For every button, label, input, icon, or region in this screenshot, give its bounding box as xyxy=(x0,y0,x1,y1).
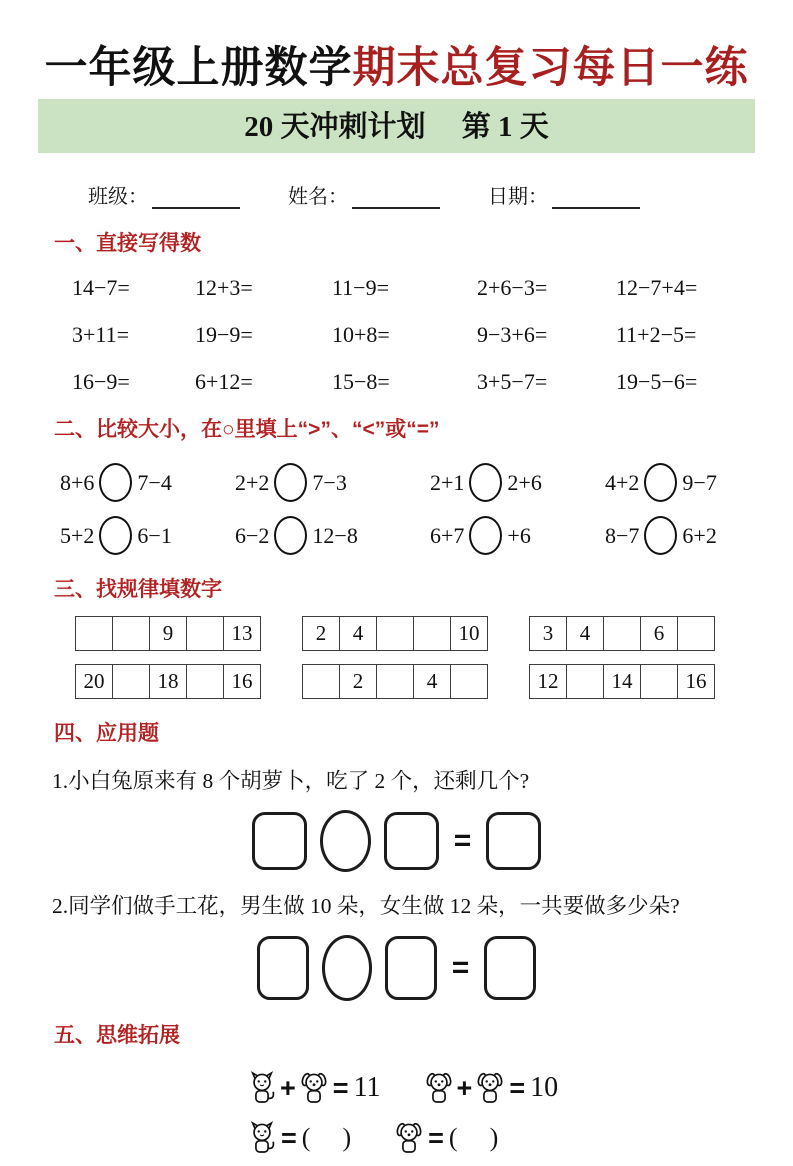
cat-answer xyxy=(248,1121,351,1155)
title-red-part: 期末总复习每日一练 xyxy=(352,45,749,92)
cat-icon xyxy=(248,1071,276,1105)
pattern-table xyxy=(529,616,715,651)
cmp-left: 2+2 xyxy=(235,469,270,495)
pattern-cell: 16 xyxy=(224,665,261,699)
cmp-left: 6+7 xyxy=(430,522,465,548)
answer-circle[interactable] xyxy=(644,516,677,555)
operator-circle[interactable] xyxy=(320,810,371,872)
sum-value: 11 xyxy=(353,1072,381,1104)
pattern-cell[interactable] xyxy=(377,665,414,699)
plus-sign: + xyxy=(280,1072,296,1103)
pattern-cell: 6 xyxy=(641,617,678,651)
dog-icon xyxy=(425,1071,453,1105)
page-title xyxy=(20,44,773,93)
dog-icon xyxy=(395,1121,423,1155)
date-label: 日期： xyxy=(488,186,548,209)
pattern-cell[interactable] xyxy=(641,665,678,699)
pattern-cell: 9 xyxy=(150,617,187,651)
answer-box[interactable] xyxy=(257,936,309,1000)
paren-close: ) xyxy=(342,1123,352,1153)
pattern-cell: 2 xyxy=(303,617,340,651)
date-blank[interactable] xyxy=(552,185,640,209)
pattern-cell[interactable] xyxy=(303,665,340,699)
paren-close: ) xyxy=(489,1123,499,1153)
equals-sign: = xyxy=(428,1122,444,1153)
arith-problem: 19−9= xyxy=(195,322,253,348)
arith-grid xyxy=(72,275,793,395)
cmp-left: 4+2 xyxy=(605,469,640,495)
title-black-part: 一年级上册数学 xyxy=(44,45,353,92)
pattern-table xyxy=(75,616,261,651)
answer-circle[interactable] xyxy=(99,516,132,555)
cmp-right: 7−3 xyxy=(312,469,347,495)
dog-icon xyxy=(476,1071,504,1105)
arith-problem: 9−3+6= xyxy=(477,322,548,348)
cmp-left: 5+2 xyxy=(60,522,95,548)
pattern-cell[interactable] xyxy=(604,617,641,651)
cmp-left: 6−2 xyxy=(235,522,270,548)
pattern-cell[interactable] xyxy=(76,617,113,651)
pattern-cell: 4 xyxy=(414,665,451,699)
name-blank[interactable] xyxy=(352,185,440,209)
answer-box[interactable] xyxy=(486,812,541,870)
paren-open: ( xyxy=(448,1123,458,1153)
pattern-tables-row2 xyxy=(75,664,793,699)
equals-sign: = xyxy=(509,1072,526,1103)
class-field xyxy=(88,180,240,209)
arith-problem: 14−7= xyxy=(72,275,130,301)
comparison-item xyxy=(235,516,430,555)
pattern-cell: 12 xyxy=(530,665,567,699)
pattern-cell[interactable] xyxy=(113,665,150,699)
pattern-cell: 10 xyxy=(451,617,488,651)
cmp-left: 8+6 xyxy=(60,469,95,495)
pattern-cell[interactable] xyxy=(414,617,451,651)
pattern-cell: 13 xyxy=(224,617,261,651)
date-field xyxy=(488,180,640,209)
pattern-table xyxy=(302,664,488,699)
dog-answer xyxy=(395,1121,498,1155)
pattern-cell: 18 xyxy=(150,665,187,699)
section3-heading: 三、找规律填数字 xyxy=(54,578,222,602)
section4-heading: 四、应用题 xyxy=(54,722,159,746)
class-blank[interactable] xyxy=(152,185,240,209)
answer-box[interactable] xyxy=(484,936,536,1000)
answer-circle[interactable] xyxy=(274,516,307,555)
class-label: 班级： xyxy=(88,186,148,209)
section2-heading: 二、比较大小，在○里填上“>”、“<”或“=” xyxy=(54,418,440,442)
riddle-block xyxy=(248,1071,793,1155)
cmp-right: 6−1 xyxy=(137,522,172,548)
cmp-right: +6 xyxy=(507,522,531,548)
pattern-cell: 4 xyxy=(340,617,377,651)
equals-sign: = xyxy=(453,824,472,858)
arith-problem: 10+8= xyxy=(332,322,390,348)
arith-problem: 12+3= xyxy=(195,275,253,301)
pattern-cell: 2 xyxy=(340,665,377,699)
answer-box[interactable] xyxy=(385,936,437,1000)
pattern-table xyxy=(302,616,488,651)
answer-circle[interactable] xyxy=(644,463,677,502)
cat-icon xyxy=(248,1121,276,1155)
dog-icon xyxy=(300,1071,328,1105)
pattern-cell[interactable] xyxy=(187,665,224,699)
answer-circle[interactable] xyxy=(469,463,502,502)
equation-cat-plus-dog xyxy=(248,1071,381,1105)
answer-box[interactable] xyxy=(384,812,439,870)
pattern-cell[interactable] xyxy=(678,617,715,651)
operator-circle[interactable] xyxy=(322,935,372,1001)
comparison-grid xyxy=(60,463,793,555)
equals-sign: = xyxy=(451,951,470,985)
arith-problem: 15−8= xyxy=(332,369,390,395)
paren-open: ( xyxy=(301,1123,311,1153)
answer-circle[interactable] xyxy=(274,463,307,502)
pattern-cell[interactable] xyxy=(377,617,414,651)
comparison-item xyxy=(605,516,793,555)
name-label: 姓名： xyxy=(288,186,348,209)
pattern-table xyxy=(529,664,715,699)
banner: 20 天冲刺计划 第 1 天 xyxy=(38,99,755,153)
arith-problem: 11−9= xyxy=(332,275,389,301)
sum-value: 10 xyxy=(530,1072,559,1104)
comparison-item xyxy=(235,463,430,502)
pattern-cell[interactable] xyxy=(113,617,150,651)
arith-problem: 16−9= xyxy=(72,369,130,395)
word-problem-1: 1.小白兔原来有 8 个胡萝卜，吃了 2 个，还剩几个? xyxy=(52,769,530,794)
cmp-right: 9−7 xyxy=(682,469,717,495)
cmp-right: 2+6 xyxy=(507,469,542,495)
pattern-cell: 3 xyxy=(530,617,567,651)
comparison-item xyxy=(60,463,235,502)
cmp-left: 2+1 xyxy=(430,469,465,495)
answer-circle[interactable] xyxy=(469,516,502,555)
animal-equation-row2 xyxy=(248,1121,793,1155)
arith-problem: 3+11= xyxy=(72,322,129,348)
arith-problem: 11+2−5= xyxy=(616,322,697,348)
pattern-cell: 4 xyxy=(567,617,604,651)
name-field xyxy=(288,180,440,209)
equation-shapes-1 xyxy=(0,810,793,872)
section1-heading: 一、直接写得数 xyxy=(54,232,201,256)
arith-problem: 12−7+4= xyxy=(616,275,698,301)
section5-heading: 五、思维拓展 xyxy=(54,1024,180,1048)
worksheet-page xyxy=(0,44,793,1166)
cmp-left: 8−7 xyxy=(605,522,640,548)
equals-sign: = xyxy=(332,1072,349,1103)
arith-problem: 19−5−6= xyxy=(616,369,698,395)
comparison-item xyxy=(605,463,793,502)
pattern-cell: 20 xyxy=(76,665,113,699)
arith-problem: 6+12= xyxy=(195,369,253,395)
arith-problem: 2+6−3= xyxy=(477,275,548,301)
equation-dog-plus-dog xyxy=(425,1071,559,1105)
pattern-cell: 14 xyxy=(604,665,641,699)
plus-sign: + xyxy=(456,1072,473,1103)
equals-sign: = xyxy=(281,1122,297,1153)
cmp-right: 7−4 xyxy=(137,469,172,495)
pattern-cell[interactable] xyxy=(451,665,488,699)
pattern-tables-row1 xyxy=(75,616,793,651)
comparison-item xyxy=(60,516,235,555)
pattern-cell[interactable] xyxy=(187,617,224,651)
arith-problem: 3+5−7= xyxy=(477,369,548,395)
comparison-item xyxy=(430,463,605,502)
cmp-right: 12−8 xyxy=(312,522,358,548)
animal-equation-row1 xyxy=(248,1071,793,1105)
answer-circle[interactable] xyxy=(99,463,132,502)
pattern-cell[interactable] xyxy=(567,665,604,699)
student-info-row xyxy=(88,180,793,209)
answer-box[interactable] xyxy=(252,812,307,870)
pattern-cell: 16 xyxy=(678,665,715,699)
comparison-item xyxy=(430,516,605,555)
cmp-right: 6+2 xyxy=(682,522,717,548)
word-problem-2: 2.同学们做手工花，男生做 10 朵，女生做 12 朵，一共要做多少朵? xyxy=(52,894,680,919)
equation-shapes-2 xyxy=(0,935,793,1001)
pattern-table xyxy=(75,664,261,699)
